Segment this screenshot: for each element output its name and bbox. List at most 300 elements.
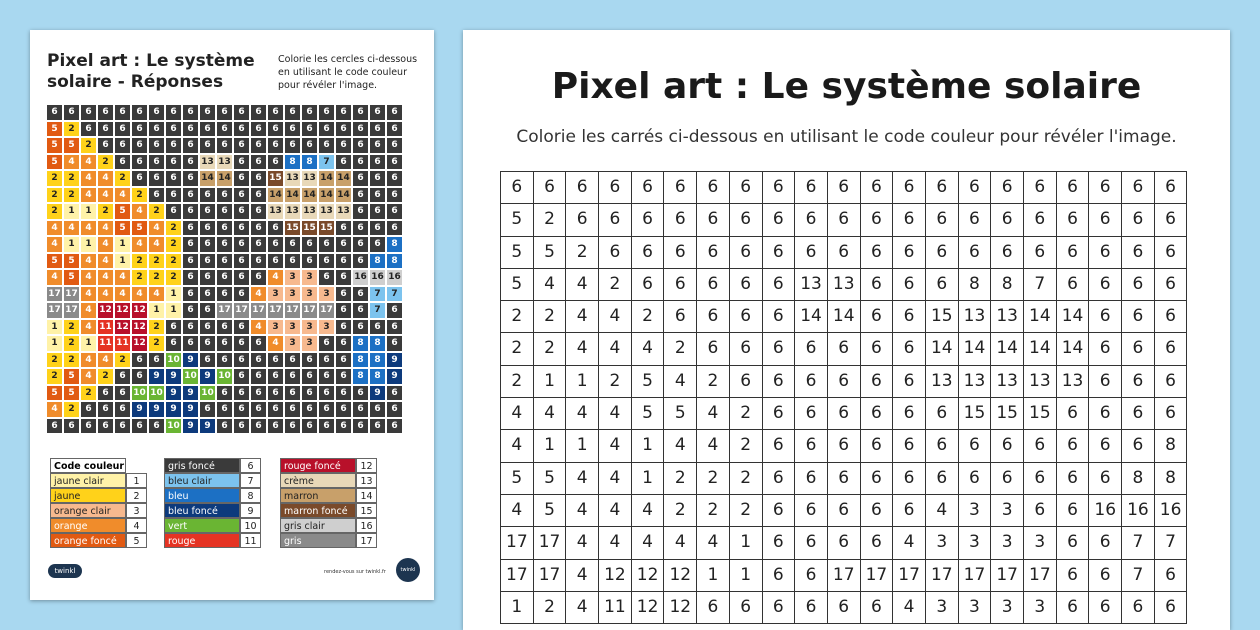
pixel-cell: 6 — [216, 335, 233, 352]
legend-color-name: crème — [280, 473, 356, 488]
grid-cell: 2 — [697, 463, 730, 495]
pixel-cell: 2 — [148, 203, 165, 220]
grid-cell: 8 — [1155, 463, 1188, 495]
pixel-cell: 10 — [165, 352, 182, 369]
pixel-cell: 6 — [267, 154, 284, 171]
grid-cell: 6 — [1024, 495, 1057, 527]
grid-cell: 6 — [1155, 398, 1188, 430]
grid-cell: 6 — [730, 301, 763, 333]
pixel-cell: 6 — [386, 104, 403, 121]
grid-cell: 6 — [1122, 301, 1155, 333]
pixel-cell: 17 — [63, 302, 80, 319]
pixel-cell: 3 — [301, 335, 318, 352]
pixel-cell: 2 — [165, 253, 182, 270]
grid-cell: 6 — [1122, 269, 1155, 301]
grid-cell: 6 — [501, 172, 534, 204]
grid-cell: 3 — [959, 592, 992, 624]
pixel-cell: 6 — [250, 335, 267, 352]
grid-cell: 14 — [795, 301, 828, 333]
pixel-cell: 6 — [233, 236, 250, 253]
pixel-cell: 6 — [216, 220, 233, 237]
grid-cell: 6 — [763, 560, 796, 592]
grid-cell: 14 — [1057, 333, 1090, 365]
pixel-cell: 6 — [352, 203, 369, 220]
grid-cell: 6 — [1089, 269, 1122, 301]
pixel-cell: 17 — [318, 302, 335, 319]
pixel-cell: 14 — [284, 187, 301, 204]
pixel-cell: 14 — [318, 170, 335, 187]
legend-code: 16 — [356, 518, 377, 533]
grid-cell: 3 — [959, 495, 992, 527]
pixel-cell: 6 — [199, 352, 216, 369]
pixel-cell: 4 — [131, 203, 148, 220]
pixel-cell: 6 — [284, 385, 301, 402]
pixel-cell: 6 — [352, 253, 369, 270]
grid-cell: 6 — [861, 527, 894, 559]
grid-cell: 6 — [1122, 592, 1155, 624]
grid-cell: 6 — [926, 430, 959, 462]
pixel-cell: 12 — [97, 302, 114, 319]
grid-cell: 6 — [632, 172, 665, 204]
pixel-cell: 6 — [233, 368, 250, 385]
grid-cell: 2 — [566, 237, 599, 269]
pixel-cell: 9 — [182, 418, 199, 435]
pixel-cell: 4 — [46, 269, 63, 286]
grid-cell: 13 — [795, 269, 828, 301]
pixel-cell: 6 — [352, 137, 369, 154]
pixel-cell: 6 — [182, 121, 199, 138]
pixel-cell: 1 — [114, 236, 131, 253]
pixel-cell: 6 — [301, 236, 318, 253]
pixel-cell: 4 — [114, 269, 131, 286]
pixel-cell: 9 — [386, 352, 403, 369]
grid-cell: 12 — [632, 592, 665, 624]
grid-cell: 6 — [632, 237, 665, 269]
grid-cell: 6 — [861, 269, 894, 301]
grid-cell: 6 — [730, 333, 763, 365]
pixel-cell: 4 — [97, 269, 114, 286]
pixel-cell: 6 — [114, 418, 131, 435]
pixel-cell: 4 — [97, 253, 114, 270]
pixel-cell: 4 — [250, 286, 267, 303]
pixel-cell: 6 — [335, 220, 352, 237]
grid-cell: 6 — [763, 398, 796, 430]
grid-cell: 2 — [501, 366, 534, 398]
pixel-cell: 6 — [318, 335, 335, 352]
grid-cell: 14 — [991, 333, 1024, 365]
pixel-cell: 6 — [301, 137, 318, 154]
grid-cell: 4 — [534, 398, 567, 430]
grid-cell: 4 — [599, 527, 632, 559]
pixel-cell: 6 — [267, 236, 284, 253]
pixel-cell: 14 — [335, 187, 352, 204]
pixel-cell: 8 — [386, 236, 403, 253]
grid-cell: 14 — [926, 333, 959, 365]
grid-cell: 6 — [697, 269, 730, 301]
pixel-cell: 1 — [114, 253, 131, 270]
grid-cell: 4 — [632, 495, 665, 527]
legend-item — [164, 473, 261, 488]
grid-cell: 6 — [828, 398, 861, 430]
pixel-cell: 10 — [131, 385, 148, 402]
pixel-cell: 6 — [352, 385, 369, 402]
grid-cell: 6 — [1155, 301, 1188, 333]
grid-cell: 4 — [566, 333, 599, 365]
grid-cell: 6 — [664, 237, 697, 269]
pixel-cell: 1 — [80, 203, 97, 220]
grid-cell: 2 — [730, 430, 763, 462]
pixel-cell: 6 — [284, 137, 301, 154]
grid-cell: 6 — [697, 237, 730, 269]
pixel-cell: 13 — [284, 203, 301, 220]
pixel-cell: 6 — [335, 302, 352, 319]
pixel-cell: 17 — [46, 286, 63, 303]
pixel-cell: 5 — [63, 368, 80, 385]
pixel-cell: 4 — [46, 220, 63, 237]
pixel-cell: 2 — [148, 253, 165, 270]
grid-cell: 6 — [828, 463, 861, 495]
pixel-cell: 2 — [46, 203, 63, 220]
grid-cell: 6 — [1057, 495, 1090, 527]
pixel-cell: 6 — [352, 401, 369, 418]
pixel-cell: 6 — [63, 418, 80, 435]
pixel-cell: 4 — [114, 286, 131, 303]
worksheet-title: Pixel art : Le système solaire — [551, 66, 1142, 107]
grid-cell: 6 — [763, 204, 796, 236]
grid-cell: 6 — [828, 430, 861, 462]
pixel-cell: 6 — [216, 187, 233, 204]
grid-cell: 1 — [730, 560, 763, 592]
pixel-cell: 6 — [97, 418, 114, 435]
pixel-cell: 6 — [148, 187, 165, 204]
grid-cell: 6 — [926, 204, 959, 236]
pixel-cell: 6 — [199, 203, 216, 220]
pixel-cell: 6 — [216, 121, 233, 138]
pixel-cell: 6 — [352, 418, 369, 435]
legend-item — [280, 503, 377, 518]
pixel-cell: 6 — [199, 253, 216, 270]
grid-cell: 2 — [730, 463, 763, 495]
pixel-cell: 6 — [182, 170, 199, 187]
pixel-cell: 4 — [80, 253, 97, 270]
pixel-cell: 6 — [199, 401, 216, 418]
grid-cell: 14 — [828, 301, 861, 333]
pixel-cell: 2 — [97, 368, 114, 385]
grid-cell: 17 — [1024, 560, 1057, 592]
legend-color-name: gris clair — [280, 518, 356, 533]
pixel-cell: 6 — [131, 104, 148, 121]
legend-item — [280, 533, 377, 548]
grid-cell: 6 — [1089, 398, 1122, 430]
pixel-cell: 6 — [114, 137, 131, 154]
grid-cell: 6 — [861, 592, 894, 624]
pixel-cell: 2 — [46, 368, 63, 385]
pixel-cell: 6 — [182, 137, 199, 154]
legend-item — [280, 458, 377, 473]
pixel-cell: 4 — [97, 170, 114, 187]
grid-cell: 6 — [959, 237, 992, 269]
pixel-cell: 15 — [318, 220, 335, 237]
grid-cell: 6 — [1057, 172, 1090, 204]
pixel-cell: 6 — [352, 302, 369, 319]
pixel-cell: 6 — [369, 319, 386, 336]
legend-color-name: rouge foncé — [280, 458, 356, 473]
legend-code: 5 — [126, 533, 147, 548]
grid-cell: 6 — [1057, 237, 1090, 269]
pixel-cell: 2 — [97, 154, 114, 171]
pixel-cell: 6 — [131, 352, 148, 369]
grid-cell: 6 — [893, 463, 926, 495]
pixel-cell: 6 — [216, 418, 233, 435]
pixel-cell: 4 — [80, 170, 97, 187]
pixel-cell: 6 — [114, 104, 131, 121]
pixel-cell: 4 — [131, 286, 148, 303]
pixel-cell: 14 — [301, 187, 318, 204]
pixel-cell: 6 — [97, 385, 114, 402]
grid-cell: 7 — [1024, 269, 1057, 301]
pixel-cell: 6 — [284, 104, 301, 121]
grid-cell: 4 — [893, 592, 926, 624]
pixel-cell: 9 — [199, 368, 216, 385]
pixel-cell: 3 — [318, 319, 335, 336]
grid-cell: 6 — [730, 172, 763, 204]
pixel-cell: 5 — [63, 269, 80, 286]
grid-cell: 6 — [566, 172, 599, 204]
grid-cell: 6 — [1089, 301, 1122, 333]
legend-color-name: marron — [280, 488, 356, 503]
pixel-cell: 10 — [182, 368, 199, 385]
grid-cell: 6 — [1057, 269, 1090, 301]
grid-cell: 6 — [893, 301, 926, 333]
pixel-cell: 6 — [318, 269, 335, 286]
grid-cell: 3 — [1024, 592, 1057, 624]
pixel-cell: 6 — [233, 187, 250, 204]
pixel-cell: 6 — [369, 220, 386, 237]
grid-cell: 6 — [664, 172, 697, 204]
pixel-cell: 6 — [182, 236, 199, 253]
pixel-cell: 9 — [165, 401, 182, 418]
preview-subtitle: Colorie les cercles ci-dessous en utilisant le code couleur pour révéler l'image. — [278, 54, 418, 91]
grid-cell: 6 — [1024, 463, 1057, 495]
pixel-cell: 6 — [369, 401, 386, 418]
pixel-cell: 6 — [386, 385, 403, 402]
grid-cell: 6 — [926, 269, 959, 301]
pixel-cell: 17 — [216, 302, 233, 319]
grid-cell: 2 — [664, 463, 697, 495]
grid-cell: 6 — [795, 560, 828, 592]
pixel-cell: 6 — [46, 418, 63, 435]
grid-cell: 6 — [1089, 204, 1122, 236]
grid-cell: 6 — [926, 398, 959, 430]
legend-item — [50, 473, 147, 488]
grid-cell: 6 — [599, 237, 632, 269]
pixel-cell: 6 — [369, 187, 386, 204]
grid-cell: 6 — [1122, 398, 1155, 430]
grid-cell: 2 — [534, 592, 567, 624]
legend-column-3 — [280, 458, 377, 548]
legend-code: 11 — [240, 533, 261, 548]
grid-cell: 13 — [828, 269, 861, 301]
pixel-cell: 6 — [165, 137, 182, 154]
pixel-cell: 12 — [114, 319, 131, 336]
grid-cell: 6 — [1057, 527, 1090, 559]
pixel-cell: 6 — [165, 187, 182, 204]
pixel-cell: 11 — [114, 335, 131, 352]
pixel-cell: 9 — [386, 368, 403, 385]
pixel-cell: 15 — [267, 170, 284, 187]
pixel-cell: 6 — [216, 401, 233, 418]
pixel-cell: 6 — [165, 319, 182, 336]
pixel-cell: 6 — [233, 253, 250, 270]
pixel-cell: 6 — [284, 236, 301, 253]
pixel-cell: 10 — [148, 385, 165, 402]
pixel-cell: 10 — [216, 368, 233, 385]
grid-cell: 8 — [959, 269, 992, 301]
pixel-cell: 1 — [63, 203, 80, 220]
pixel-cell: 6 — [318, 236, 335, 253]
grid-cell: 1 — [697, 560, 730, 592]
pixel-cell: 3 — [267, 286, 284, 303]
grid-cell: 17 — [959, 560, 992, 592]
pixel-cell: 2 — [148, 269, 165, 286]
pixel-cell: 2 — [165, 269, 182, 286]
pixel-cell: 6 — [284, 368, 301, 385]
legend-code: 3 — [126, 503, 147, 518]
grid-cell: 4 — [664, 430, 697, 462]
pixel-cell: 6 — [216, 137, 233, 154]
grid-cell: 6 — [1089, 237, 1122, 269]
grid-cell: 15 — [926, 301, 959, 333]
pixel-cell: 6 — [182, 302, 199, 319]
grid-cell: 4 — [566, 301, 599, 333]
grid-cell: 6 — [1089, 430, 1122, 462]
pixel-cell: 6 — [97, 401, 114, 418]
pixel-cell: 14 — [216, 170, 233, 187]
pixel-cell: 13 — [284, 170, 301, 187]
grid-cell: 6 — [632, 269, 665, 301]
grid-cell: 6 — [697, 204, 730, 236]
pixel-cell: 6 — [386, 187, 403, 204]
pixel-cell: 6 — [250, 170, 267, 187]
pixel-cell: 13 — [335, 203, 352, 220]
pixel-cell: 6 — [233, 203, 250, 220]
grid-cell: 6 — [697, 333, 730, 365]
twinkl-badge: twinkl — [396, 558, 420, 582]
pixel-cell: 2 — [63, 352, 80, 369]
grid-cell: 6 — [893, 398, 926, 430]
pixel-cell: 6 — [233, 269, 250, 286]
pixel-cell: 6 — [131, 418, 148, 435]
grid-cell: 6 — [959, 430, 992, 462]
grid-cell: 6 — [1089, 527, 1122, 559]
pixel-cell: 17 — [267, 302, 284, 319]
pixel-cell: 6 — [165, 203, 182, 220]
grid-cell: 1 — [501, 592, 534, 624]
pixel-cell: 6 — [216, 253, 233, 270]
pixel-cell: 6 — [318, 253, 335, 270]
legend-header — [50, 458, 147, 473]
grid-cell: 6 — [861, 398, 894, 430]
pixel-cell: 6 — [369, 418, 386, 435]
pixel-cell: 5 — [46, 121, 63, 138]
pixel-cell: 2 — [114, 170, 131, 187]
pixel-cell: 6 — [335, 269, 352, 286]
pixel-cell: 6 — [267, 121, 284, 138]
grid-cell: 6 — [1122, 237, 1155, 269]
pixel-cell: 6 — [301, 401, 318, 418]
legend-column-2 — [164, 458, 261, 548]
legend-item — [50, 503, 147, 518]
grid-cell: 6 — [828, 366, 861, 398]
pixel-cell: 4 — [80, 302, 97, 319]
legend-column-1 — [50, 458, 147, 548]
grid-cell: 13 — [959, 366, 992, 398]
grid-cell: 2 — [697, 495, 730, 527]
pixel-cell: 6 — [335, 319, 352, 336]
grid-cell: 3 — [926, 592, 959, 624]
pixel-cell: 6 — [233, 418, 250, 435]
pixel-cell: 5 — [63, 253, 80, 270]
pixel-cell: 4 — [97, 352, 114, 369]
pixel-cell: 6 — [267, 137, 284, 154]
pixel-cell: 6 — [369, 170, 386, 187]
grid-cell: 14 — [1024, 333, 1057, 365]
grid-cell: 6 — [893, 495, 926, 527]
pixel-cell: 6 — [267, 253, 284, 270]
grid-cell: 3 — [991, 592, 1024, 624]
pixel-cell: 13 — [301, 203, 318, 220]
pixel-cell: 4 — [80, 319, 97, 336]
pixel-cell: 6 — [216, 104, 233, 121]
grid-cell: 6 — [763, 527, 796, 559]
grid-cell: 6 — [926, 172, 959, 204]
grid-cell: 6 — [1155, 269, 1188, 301]
pixel-cell: 9 — [182, 385, 199, 402]
pixel-cell: 6 — [318, 352, 335, 369]
pixel-cell: 10 — [165, 418, 182, 435]
pixel-cell: 6 — [233, 401, 250, 418]
grid-cell: 6 — [763, 269, 796, 301]
pixel-cell: 9 — [369, 385, 386, 402]
grid-cell: 17 — [534, 560, 567, 592]
legend-color-name: bleu clair — [164, 473, 240, 488]
pixel-cell: 12 — [131, 335, 148, 352]
pixel-cell: 6 — [46, 104, 63, 121]
pixel-cell: 6 — [318, 104, 335, 121]
pixel-cell: 6 — [182, 253, 199, 270]
legend-item — [164, 488, 261, 503]
grid-cell: 6 — [795, 463, 828, 495]
grid-cell: 11 — [599, 592, 632, 624]
pixel-cell: 6 — [335, 385, 352, 402]
grid-cell: 2 — [664, 495, 697, 527]
grid-cell: 6 — [566, 204, 599, 236]
pixel-cell: 6 — [335, 335, 352, 352]
pixel-cell: 11 — [97, 335, 114, 352]
pixel-cell: 6 — [199, 286, 216, 303]
grid-cell: 6 — [1057, 398, 1090, 430]
pixel-cell: 14 — [267, 187, 284, 204]
pixel-cell: 4 — [80, 286, 97, 303]
pixel-cell: 4 — [148, 236, 165, 253]
pixel-cell: 3 — [318, 286, 335, 303]
grid-cell: 3 — [991, 495, 1024, 527]
pixel-cell: 2 — [46, 352, 63, 369]
pixel-cell: 6 — [131, 154, 148, 171]
pixel-cell: 8 — [284, 154, 301, 171]
pixel-cell: 2 — [131, 253, 148, 270]
legend-code: 10 — [240, 518, 261, 533]
